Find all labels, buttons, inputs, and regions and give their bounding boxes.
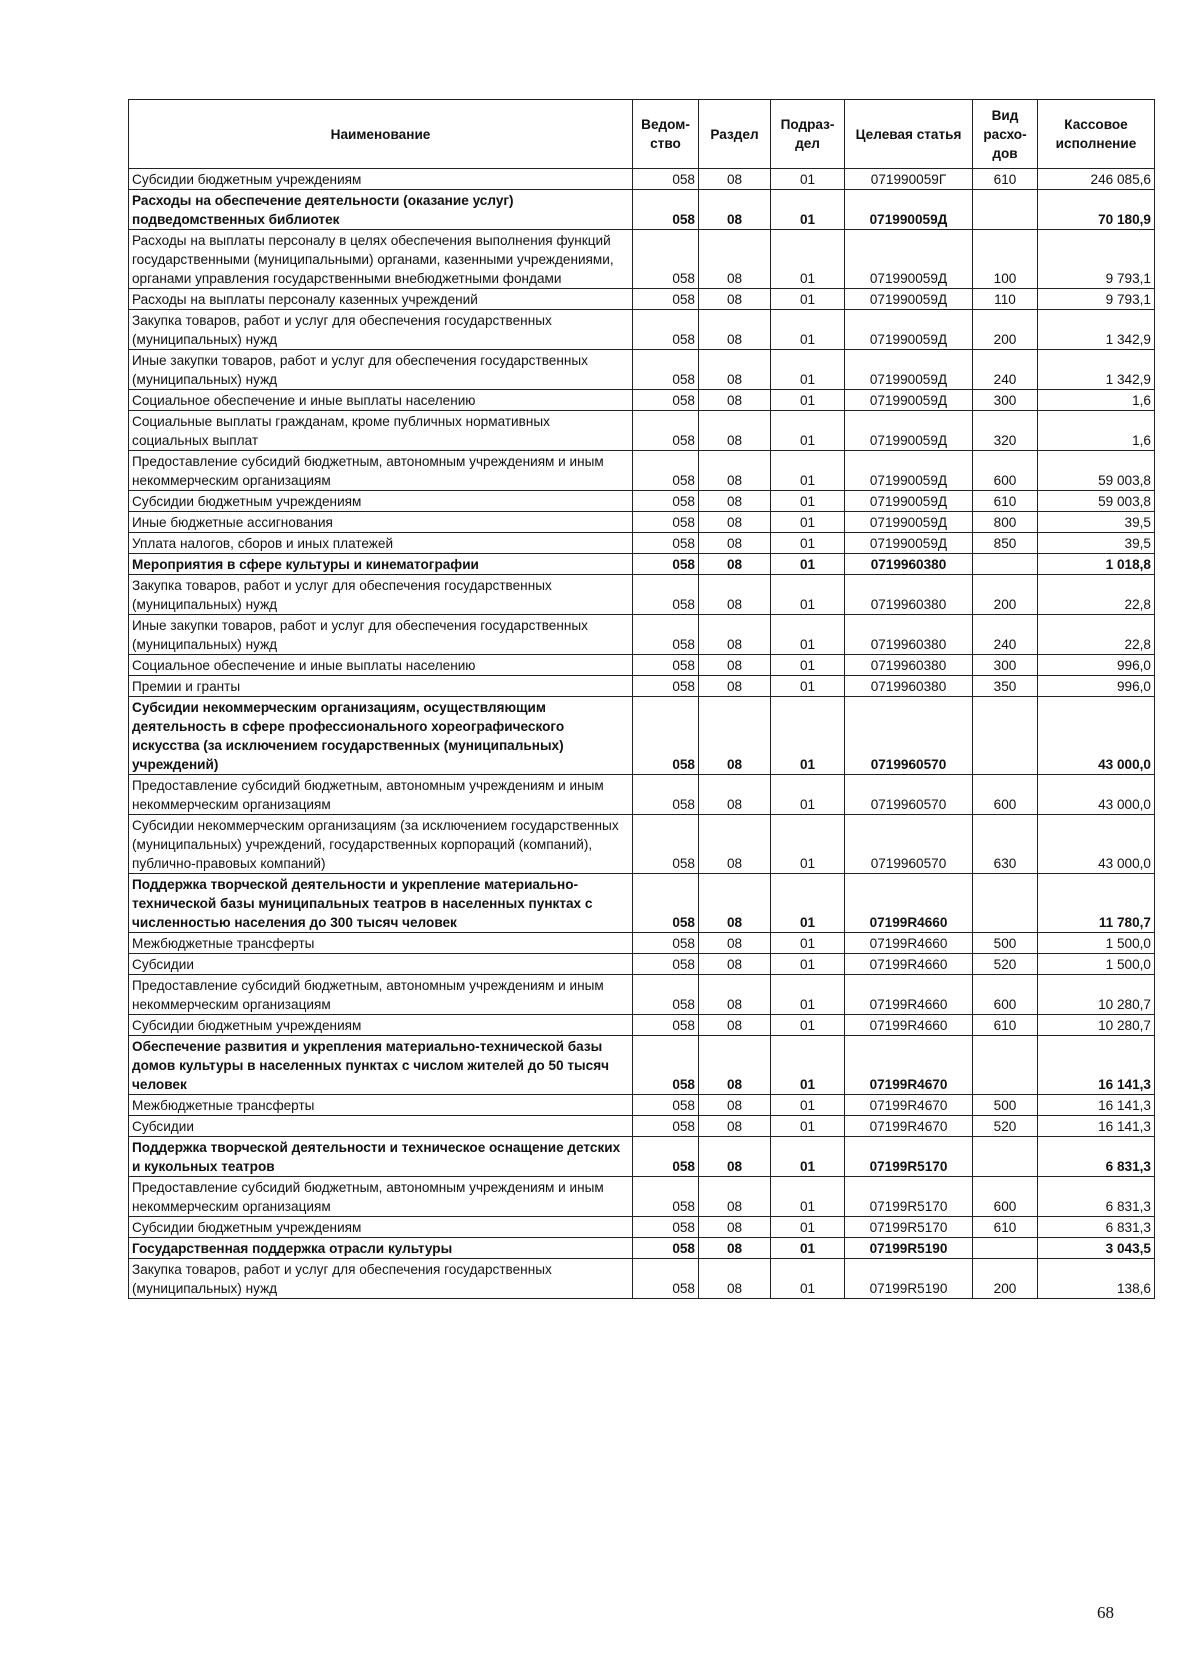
cell-name: Закупка товаров, работ и услуг для обеспечения государственных (муниципальных) нужд: [129, 575, 633, 615]
cell-razdel: 08: [699, 310, 771, 350]
cell-ved: 058: [633, 1095, 699, 1116]
cell-vid: 110: [973, 289, 1038, 310]
cell-kassovoe: 22,8: [1038, 575, 1155, 615]
cell-name: Социальные выплаты гражданам, кроме публичных нормативных социальных выплат: [129, 411, 633, 451]
cell-vid: 320: [973, 411, 1038, 451]
cell-podrazdel: 01: [771, 533, 845, 554]
table-row: [129, 676, 1155, 697]
cell-razdel: 08: [699, 1137, 771, 1177]
cell-razdel: 08: [699, 491, 771, 512]
cell-celevaya: 071990059Д: [845, 289, 973, 310]
cell-kassovoe: 10 280,7: [1038, 975, 1155, 1015]
cell-podrazdel: 01: [771, 169, 845, 190]
cell-razdel: 08: [699, 1177, 771, 1217]
table-row: [129, 815, 1155, 874]
cell-kassovoe: 16 141,3: [1038, 1036, 1155, 1095]
cell-vid: 600: [973, 775, 1038, 815]
cell-podrazdel: 01: [771, 310, 845, 350]
cell-name: Иные закупки товаров, работ и услуг для обеспечения государственных (муниципальных) нужд: [129, 350, 633, 390]
table-row: [129, 491, 1155, 512]
cell-celevaya: 07199R4660: [845, 1015, 973, 1036]
table-row: [129, 411, 1155, 451]
cell-vid: [973, 190, 1038, 230]
cell-name: Расходы на выплаты персоналу в целях обеспечения выполнения функций государственными (муниципальными) органами, казенными учреждениями, органами управления государственными внебюджетными фондами: [129, 230, 633, 289]
cell-kassovoe: 1 500,0: [1038, 954, 1155, 975]
cell-name: Предоставление субсидий бюджетным, автономным учреждениям и иным некоммерческим организациям: [129, 975, 633, 1015]
cell-name: Межбюджетные трансферты: [129, 933, 633, 954]
cell-vid: 240: [973, 615, 1038, 655]
cell-celevaya: 07199R4670: [845, 1036, 973, 1095]
cell-celevaya: 0719960380: [845, 575, 973, 615]
cell-ved: 058: [633, 775, 699, 815]
cell-celevaya: 071990059Д: [845, 310, 973, 350]
cell-vid: [973, 554, 1038, 575]
cell-name: Субсидии некоммерческим организациям, осуществляющим деятельность в сфере профессионального хореографического искусства (за исключением государственных (муниципальных) учреждений): [129, 697, 633, 775]
cell-kassovoe: 6 831,3: [1038, 1177, 1155, 1217]
cell-name: Премии и гранты: [129, 676, 633, 697]
cell-ved: 058: [633, 190, 699, 230]
cell-name: Субсидии бюджетным учреждениям: [129, 491, 633, 512]
cell-vid: 520: [973, 954, 1038, 975]
cell-podrazdel: 01: [771, 575, 845, 615]
cell-razdel: 08: [699, 815, 771, 874]
cell-razdel: 08: [699, 451, 771, 491]
table-row: [129, 230, 1155, 289]
cell-ved: 058: [633, 1177, 699, 1217]
cell-razdel: 08: [699, 775, 771, 815]
cell-razdel: 08: [699, 975, 771, 1015]
cell-podrazdel: 01: [771, 1177, 845, 1217]
header-podrazdel: Подраз-дел: [771, 100, 845, 169]
cell-podrazdel: 01: [771, 1015, 845, 1036]
cell-name: Обеспечение развития и укрепления материально-технической базы домов культуры в населенных пунктах с числом жителей до 50 тысяч человек: [129, 1036, 633, 1095]
cell-kassovoe: 996,0: [1038, 676, 1155, 697]
cell-vid: 520: [973, 1116, 1038, 1137]
table-row: [129, 190, 1155, 230]
header-razdel: Раздел: [699, 100, 771, 169]
header-vid: Вид расхо-дов: [973, 100, 1038, 169]
cell-razdel: 08: [699, 697, 771, 775]
table-row: [129, 554, 1155, 575]
cell-razdel: 08: [699, 655, 771, 676]
table-row: [129, 975, 1155, 1015]
cell-kassovoe: 39,5: [1038, 512, 1155, 533]
cell-celevaya: 07199R4670: [845, 1116, 973, 1137]
cell-celevaya: 07199R4670: [845, 1095, 973, 1116]
cell-vid: 300: [973, 655, 1038, 676]
cell-vid: [973, 1036, 1038, 1095]
cell-vid: 200: [973, 1259, 1038, 1299]
cell-ved: 058: [633, 676, 699, 697]
cell-kassovoe: 1,6: [1038, 390, 1155, 411]
cell-vid: 600: [973, 975, 1038, 1015]
cell-celevaya: 071990059Г: [845, 169, 973, 190]
cell-celevaya: 071990059Д: [845, 350, 973, 390]
table-row: [129, 350, 1155, 390]
table-header: [129, 100, 1155, 169]
cell-vid: 500: [973, 933, 1038, 954]
table-body: [129, 169, 1155, 1299]
cell-celevaya: 0719960380: [845, 615, 973, 655]
table-row: [129, 575, 1155, 615]
cell-kassovoe: 1 342,9: [1038, 350, 1155, 390]
cell-vid: 100: [973, 230, 1038, 289]
cell-celevaya: 071990059Д: [845, 411, 973, 451]
cell-celevaya: 071990059Д: [845, 451, 973, 491]
table-row: [129, 697, 1155, 775]
cell-razdel: 08: [699, 230, 771, 289]
cell-ved: 058: [633, 1116, 699, 1137]
cell-kassovoe: 11 780,7: [1038, 874, 1155, 933]
cell-podrazdel: 01: [771, 697, 845, 775]
cell-razdel: 08: [699, 1259, 771, 1299]
cell-kassovoe: 59 003,8: [1038, 491, 1155, 512]
cell-podrazdel: 01: [771, 190, 845, 230]
cell-razdel: 08: [699, 954, 771, 975]
header-celevaya: Целевая статья: [845, 100, 973, 169]
cell-celevaya: 07199R4660: [845, 874, 973, 933]
cell-ved: 058: [633, 411, 699, 451]
cell-kassovoe: 10 280,7: [1038, 1015, 1155, 1036]
cell-celevaya: 071990059Д: [845, 491, 973, 512]
table-row: [129, 1259, 1155, 1299]
cell-razdel: 08: [699, 533, 771, 554]
cell-celevaya: 07199R5170: [845, 1177, 973, 1217]
cell-razdel: 08: [699, 575, 771, 615]
cell-kassovoe: 22,8: [1038, 615, 1155, 655]
cell-ved: 058: [633, 1036, 699, 1095]
table-row: [129, 1177, 1155, 1217]
cell-ved: 058: [633, 350, 699, 390]
cell-name: Поддержка творческой деятельности и укрепление материально-технической базы муниципальных театров в населенных пунктах с численностью населения до 300 тысяч человек: [129, 874, 633, 933]
cell-kassovoe: 16 141,3: [1038, 1116, 1155, 1137]
cell-ved: 058: [633, 1137, 699, 1177]
cell-vid: 610: [973, 1217, 1038, 1238]
table-row: [129, 1217, 1155, 1238]
cell-ved: 058: [633, 874, 699, 933]
table-row: [129, 512, 1155, 533]
cell-podrazdel: 01: [771, 933, 845, 954]
cell-name: Предоставление субсидий бюджетным, автономным учреждениям и иным некоммерческим организациям: [129, 1177, 633, 1217]
table-row: [129, 874, 1155, 933]
cell-razdel: 08: [699, 1116, 771, 1137]
cell-celevaya: 07199R4660: [845, 954, 973, 975]
cell-vid: [973, 874, 1038, 933]
cell-name: Субсидии: [129, 954, 633, 975]
cell-ved: 058: [633, 1015, 699, 1036]
table-row: [129, 169, 1155, 190]
cell-ved: 058: [633, 1217, 699, 1238]
cell-kassovoe: 138,6: [1038, 1259, 1155, 1299]
cell-vid: 350: [973, 676, 1038, 697]
cell-podrazdel: 01: [771, 554, 845, 575]
cell-vid: 300: [973, 390, 1038, 411]
cell-kassovoe: 43 000,0: [1038, 815, 1155, 874]
cell-ved: 058: [633, 954, 699, 975]
cell-kassovoe: 59 003,8: [1038, 451, 1155, 491]
cell-ved: 058: [633, 533, 699, 554]
cell-vid: [973, 697, 1038, 775]
cell-ved: 058: [633, 310, 699, 350]
cell-podrazdel: 01: [771, 1036, 845, 1095]
cell-podrazdel: 01: [771, 815, 845, 874]
cell-name: Субсидии бюджетным учреждениям: [129, 1217, 633, 1238]
cell-ved: 058: [633, 697, 699, 775]
table-row: [129, 775, 1155, 815]
cell-podrazdel: 01: [771, 1238, 845, 1259]
cell-ved: 058: [633, 815, 699, 874]
table-row: [129, 310, 1155, 350]
cell-podrazdel: 01: [771, 1137, 845, 1177]
cell-vid: 610: [973, 1015, 1038, 1036]
cell-vid: 800: [973, 512, 1038, 533]
cell-podrazdel: 01: [771, 655, 845, 676]
cell-ved: 058: [633, 1259, 699, 1299]
cell-razdel: 08: [699, 676, 771, 697]
cell-kassovoe: 9 793,1: [1038, 289, 1155, 310]
header-ved: Ведом-ство: [633, 100, 699, 169]
cell-kassovoe: 1,6: [1038, 411, 1155, 451]
cell-vid: 610: [973, 491, 1038, 512]
cell-podrazdel: 01: [771, 390, 845, 411]
cell-celevaya: 07199R5190: [845, 1259, 973, 1299]
cell-kassovoe: 43 000,0: [1038, 697, 1155, 775]
cell-podrazdel: 01: [771, 289, 845, 310]
cell-celevaya: 07199R5170: [845, 1217, 973, 1238]
cell-name: Иные закупки товаров, работ и услуг для обеспечения государственных (муниципальных) нужд: [129, 615, 633, 655]
cell-kassovoe: 9 793,1: [1038, 230, 1155, 289]
cell-name: Расходы на выплаты персоналу казенных учреждений: [129, 289, 633, 310]
cell-name: Субсидии бюджетным учреждениям: [129, 169, 633, 190]
table-row: [129, 1238, 1155, 1259]
cell-podrazdel: 01: [771, 1095, 845, 1116]
cell-razdel: 08: [699, 289, 771, 310]
cell-kassovoe: 39,5: [1038, 533, 1155, 554]
cell-razdel: 08: [699, 390, 771, 411]
cell-razdel: 08: [699, 1217, 771, 1238]
cell-name: Расходы на обеспечение деятельности (оказание услуг) подведомственных библиотек: [129, 190, 633, 230]
cell-name: Предоставление субсидий бюджетным, автономным учреждениям и иным некоммерческим организациям: [129, 775, 633, 815]
cell-vid: 600: [973, 451, 1038, 491]
cell-razdel: 08: [699, 874, 771, 933]
table-row: [129, 1137, 1155, 1177]
table-row: [129, 954, 1155, 975]
cell-kassovoe: 996,0: [1038, 655, 1155, 676]
table-row: [129, 533, 1155, 554]
cell-podrazdel: 01: [771, 230, 845, 289]
cell-celevaya: 0719960380: [845, 676, 973, 697]
cell-ved: 058: [633, 512, 699, 533]
table-row: [129, 933, 1155, 954]
cell-celevaya: 07199R4660: [845, 975, 973, 1015]
cell-celevaya: 071990059Д: [845, 190, 973, 230]
cell-podrazdel: 01: [771, 1259, 845, 1299]
cell-razdel: 08: [699, 411, 771, 451]
cell-celevaya: 071990059Д: [845, 230, 973, 289]
cell-celevaya: 0719960380: [845, 554, 973, 575]
cell-vid: 630: [973, 815, 1038, 874]
cell-ved: 058: [633, 230, 699, 289]
cell-ved: 058: [633, 169, 699, 190]
cell-razdel: 08: [699, 1036, 771, 1095]
cell-name: Субсидии: [129, 1116, 633, 1137]
cell-kassovoe: 6 831,3: [1038, 1217, 1155, 1238]
cell-razdel: 08: [699, 190, 771, 230]
cell-name: Социальное обеспечение и иные выплаты населению: [129, 655, 633, 676]
cell-podrazdel: 01: [771, 451, 845, 491]
cell-vid: 600: [973, 1177, 1038, 1217]
cell-ved: 058: [633, 575, 699, 615]
cell-podrazdel: 01: [771, 975, 845, 1015]
cell-name: Мероприятия в сфере культуры и кинематографии: [129, 554, 633, 575]
cell-podrazdel: 01: [771, 615, 845, 655]
cell-kassovoe: 1 342,9: [1038, 310, 1155, 350]
cell-celevaya: 071990059Д: [845, 533, 973, 554]
cell-celevaya: 071990059Д: [845, 390, 973, 411]
cell-name: Субсидии бюджетным учреждениям: [129, 1015, 633, 1036]
cell-ved: 058: [633, 615, 699, 655]
cell-razdel: 08: [699, 512, 771, 533]
cell-ved: 058: [633, 1238, 699, 1259]
cell-razdel: 08: [699, 615, 771, 655]
cell-razdel: 08: [699, 554, 771, 575]
cell-vid: 240: [973, 350, 1038, 390]
cell-ved: 058: [633, 933, 699, 954]
cell-celevaya: 0719960570: [845, 775, 973, 815]
table-row: [129, 390, 1155, 411]
cell-name: Уплата налогов, сборов и иных платежей: [129, 533, 633, 554]
table-row: [129, 615, 1155, 655]
cell-podrazdel: 01: [771, 954, 845, 975]
page-number: 68: [1097, 1603, 1114, 1622]
cell-ved: 058: [633, 975, 699, 1015]
table-row: [129, 289, 1155, 310]
cell-celevaya: 07199R5190: [845, 1238, 973, 1259]
cell-podrazdel: 01: [771, 411, 845, 451]
table-row: [129, 1095, 1155, 1116]
cell-vid: 500: [973, 1095, 1038, 1116]
cell-celevaya: 0719960380: [845, 655, 973, 676]
cell-podrazdel: 01: [771, 491, 845, 512]
cell-podrazdel: 01: [771, 1217, 845, 1238]
cell-vid: [973, 1238, 1038, 1259]
table-row: [129, 1015, 1155, 1036]
cell-razdel: 08: [699, 1095, 771, 1116]
table-row: [129, 1036, 1155, 1095]
cell-vid: [973, 1137, 1038, 1177]
cell-razdel: 08: [699, 933, 771, 954]
cell-name: Социальное обеспечение и иные выплаты населению: [129, 390, 633, 411]
cell-kassovoe: 6 831,3: [1038, 1137, 1155, 1177]
cell-podrazdel: 01: [771, 874, 845, 933]
cell-ved: 058: [633, 451, 699, 491]
table-row: [129, 451, 1155, 491]
table-row: [129, 655, 1155, 676]
cell-kassovoe: 16 141,3: [1038, 1095, 1155, 1116]
cell-vid: 850: [973, 533, 1038, 554]
cell-podrazdel: 01: [771, 350, 845, 390]
cell-name: Предоставление субсидий бюджетным, автономным учреждениям и иным некоммерческим организациям: [129, 451, 633, 491]
cell-ved: 058: [633, 491, 699, 512]
cell-kassovoe: 43 000,0: [1038, 775, 1155, 815]
cell-kassovoe: 1 018,8: [1038, 554, 1155, 575]
cell-razdel: 08: [699, 350, 771, 390]
cell-name: Закупка товаров, работ и услуг для обеспечения государственных (муниципальных) нужд: [129, 310, 633, 350]
cell-name: Закупка товаров, работ и услуг для обеспечения государственных (муниципальных) нужд: [129, 1259, 633, 1299]
cell-vid: 200: [973, 575, 1038, 615]
cell-kassovoe: 70 180,9: [1038, 190, 1155, 230]
budget-execution-table: [128, 99, 1155, 1299]
cell-celevaya: 0719960570: [845, 697, 973, 775]
cell-name: Межбюджетные трансферты: [129, 1095, 633, 1116]
cell-razdel: 08: [699, 1015, 771, 1036]
cell-vid: 610: [973, 169, 1038, 190]
cell-razdel: 08: [699, 169, 771, 190]
cell-name: Поддержка творческой деятельности и техническое оснащение детских и кукольных театров: [129, 1137, 633, 1177]
cell-name: Субсидии некоммерческим организациям (за исключением государственных (муниципальных) учреждений, государственных корпораций (компаний), публично-правовых компаний): [129, 815, 633, 874]
cell-name: Иные бюджетные ассигнования: [129, 512, 633, 533]
cell-razdel: 08: [699, 1238, 771, 1259]
cell-ved: 058: [633, 554, 699, 575]
cell-podrazdel: 01: [771, 775, 845, 815]
cell-celevaya: 0719960570: [845, 815, 973, 874]
cell-kassovoe: 3 043,5: [1038, 1238, 1155, 1259]
cell-kassovoe: 1 500,0: [1038, 933, 1155, 954]
cell-celevaya: 071990059Д: [845, 512, 973, 533]
cell-podrazdel: 01: [771, 676, 845, 697]
table-row: [129, 1116, 1155, 1137]
cell-podrazdel: 01: [771, 1116, 845, 1137]
cell-name: Государственная поддержка отрасли культуры: [129, 1238, 633, 1259]
cell-ved: 058: [633, 289, 699, 310]
cell-vid: 200: [973, 310, 1038, 350]
cell-ved: 058: [633, 390, 699, 411]
header-name: Наименование: [129, 100, 633, 169]
header-kassovoe: Кассовое исполнение: [1038, 100, 1155, 169]
cell-kassovoe: 246 085,6: [1038, 169, 1155, 190]
cell-celevaya: 07199R5170: [845, 1137, 973, 1177]
cell-celevaya: 07199R4660: [845, 933, 973, 954]
cell-ved: 058: [633, 655, 699, 676]
cell-podrazdel: 01: [771, 512, 845, 533]
